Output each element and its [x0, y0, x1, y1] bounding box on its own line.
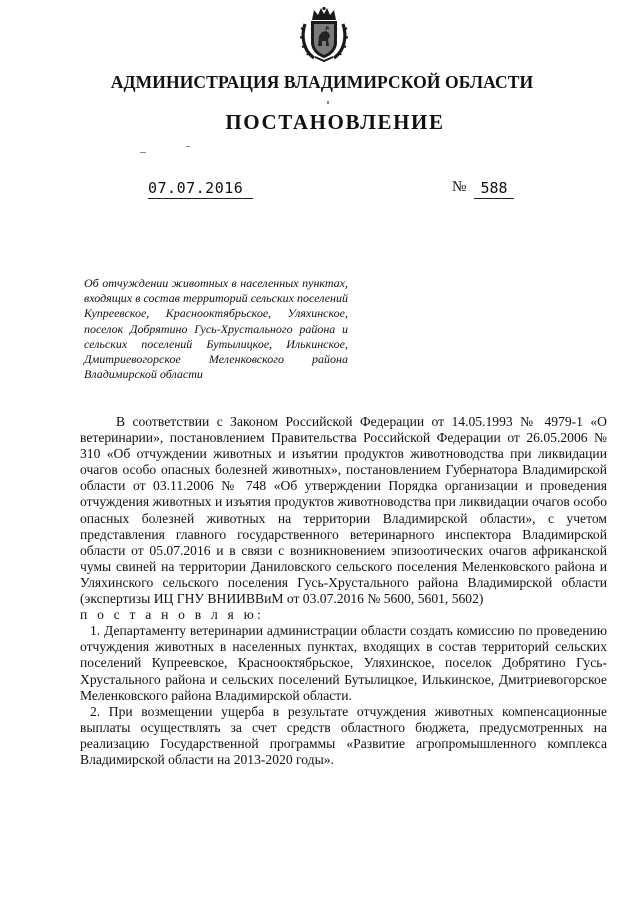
coat-of-arms-icon	[300, 6, 348, 62]
number-sign: №	[452, 179, 467, 195]
body-intro-paragraph: В соответствии с Законом Российской Федерации от 14.05.1993 № 4979-1 «О ветеринарии», постановлением Правительства Российской Федерации от 26.05.2006 № 310 «Об отчуждении животных и изъятии продуктов животноводства при ликвидации очагов особо опасных болезней животных», постановлением Губернатора Владимирской области от 03.11.2006 № 748 «Об утверждении Порядка организации и проведения отчуждения животных и изъятия продуктов животноводства при ликвидации очагов особо опасных болезней животных на территории Владимирской области», с учетом представления главного государственного ветеринарного инспектора Владимирской области от 05.07.2016 и в связи с возникновением эпизоотических очагов африканской чумы свиней на территории Даниловского сельского поселения Меленковского района и Уляхинского сельского поселения Гусь-Хрустального района Владимирской области (экспертизы ИЦ ГНУ ВНИИВВиМ от 03.07.2016 № 5600, 5601, 5602)	[80, 414, 607, 607]
organization-name: АДМИНИСТРАЦИЯ ВЛАДИМИРСКОЙ ОБЛАСТИ	[110, 72, 534, 92]
scan-speck	[186, 146, 190, 147]
document-number: 588	[474, 178, 514, 199]
scan-speck	[327, 101, 329, 104]
document-date: 07.07.2016	[148, 178, 253, 199]
decree-phrase: п о с т а н о в л я ю:	[80, 607, 264, 623]
body-item-2: 2. При возмещении ущерба в результате отчуждения животных компенсационные выплаты осуществлять за счет средств областного бюджета, предусмотренных на реализацию Государственной программы «Развитие агропромышленного комплекса Владимирской области на 2013-2020 годы».	[80, 703, 607, 767]
document-subject: Об отчуждении животных в населенных пунктах, входящих в состав территорий сельских поселений Купреевское, Краснооктябрьское, Уляхинское, поселок Добрятино Гусь-Хрустального района и сельских поселений Бутылицкое, Илькинское, Дмитриевогорское Меленковского района Владимирской области	[84, 276, 348, 382]
scan-speck	[140, 152, 146, 153]
document-type-title: ПОСТАНОВЛЕНИЕ	[225, 110, 445, 134]
body-item-1: 1. Департаменту ветеринарии администрации области создать комиссию по проведению отчуждения животных в населенных пунктах, входящих в состав территорий сельских поселений Купреевское, Краснооктябрьское, Уляхинское, поселок Добрятино Гусь-Хрустального района и сельских поселений Бутылицкое, Илькинское, Дмитриевогорское Меленковского района Владимирской области.	[80, 623, 607, 703]
document-body	[80, 414, 607, 768]
